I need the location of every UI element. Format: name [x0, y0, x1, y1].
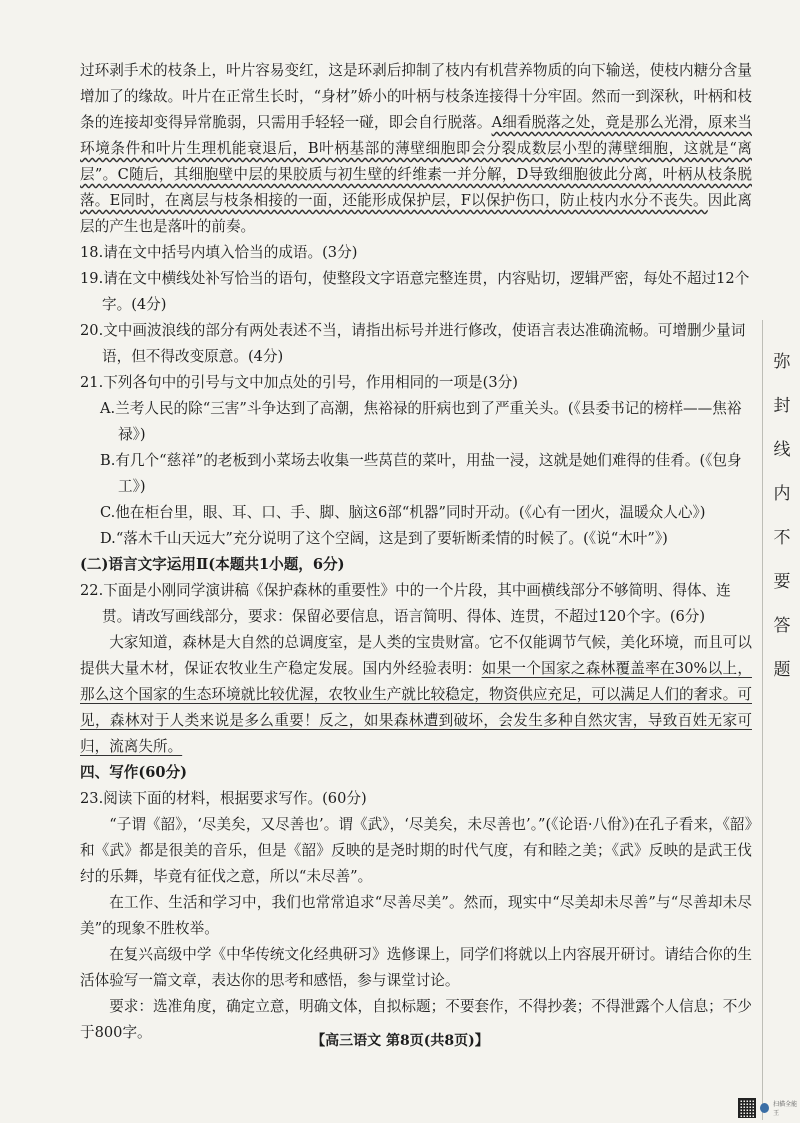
seal-char: 封 — [773, 396, 791, 416]
material-paragraph-1: “子谓《韶》，‘尽美矣，又尽善也’。谓《武》，‘尽美矣，未尽善也’。”(《论语·八佾》)在孔子看来，《韶》和《武》都是很美的音乐，但是《韶》反映的是尧时期的时代气度，有和睦之美；《武》反映的是武王伐纣的乐舞，毕竟有征伐之意，所以“未尽善”。 — [80, 816, 752, 885]
question-20: 20.文中画波浪线的部分有两处表述不当，请指出标号并进行修改，使语言表达准确流畅。可增删少量词语，但不得改变原意。(4分) — [80, 322, 746, 365]
exam-content — [80, 58, 752, 1046]
q22-passage-text: 大家知道，森林是大自然的总调度室，是人类的宝贵财富。它不仅能调节气候，美化环境，而且可以提供大量木材，保证农牧业生产稳定发展。国内外经验表明： — [80, 634, 752, 677]
binding-line — [762, 320, 763, 1120]
seal-char: 线 — [773, 440, 791, 460]
question-22: 22.下面是小刚同学演讲稿《保护森林的重要性》中的一个片段，其中画横线部分不够简明、得体、连贯。请改写画线部分，要求：保留必要信息，语言简明、得体、连贯，不超过120个字。(6分) — [80, 582, 731, 625]
page-footer: 【高三语文 第8页(共8页)】 — [311, 1033, 489, 1049]
question-19: 19.请在文中横线处补写恰当的语句，使整段文字语意完整连贯，内容贴切，逻辑严密，每处不超过12个字。(4分) — [80, 270, 750, 313]
material-paragraph-2: 在工作、生活和学习中，我们也常常追求“尽善尽美”。然而，现实中“尽美却未尽善”与“尽善却未尽美”的现象不胜枚举。 — [80, 894, 752, 937]
seal-char: 题 — [773, 660, 791, 680]
section-heading-2: (二)语言文字运用Ⅱ(本题共1小题，6分) — [80, 556, 345, 573]
seal-char: 弥 — [773, 352, 791, 372]
writing-requirements: 要求：选准角度，确定立意，明确文体，自拟标题；不要套作，不得抄袭；不得泄露个人信息；不少于800字。 — [80, 998, 752, 1041]
passage-line: 因此离层的产生也是落叶的前奏。 — [80, 192, 752, 235]
question-18: 18.请在文中括号内填入恰当的成语。(3分) — [80, 244, 358, 261]
seal-char: 答 — [773, 616, 791, 636]
seal-char: 要 — [773, 572, 791, 592]
seal-char: 不 — [773, 528, 791, 548]
q22-passage — [80, 630, 752, 760]
qr-code-icon — [738, 1098, 756, 1118]
section-heading-4: 四、写作(60分) — [80, 764, 188, 781]
scanner-watermark — [738, 1098, 800, 1118]
option-a: A.兰考人民的除“三害”斗争达到了高潮，焦裕禄的肝病也到了严重关头。(《县委书记的榜样——焦裕禄》) — [100, 400, 742, 443]
wavy-underlined-text: A细看脱落之处，竟是那么光滑，原来当环境条件和叶片生理机能衰退后，B叶柄基部的薄壁细胞即会分裂成数层小型的薄壁细胞，这就是“离层”。C随后，其细胞壁中层的果胶质与初生壁的纤维素一并分解，D导致细胞彼此分离，叶柄从枝条脱落。E同时，在离层与枝条相接的一面，还能形成保护层，F以保护伤口，防止枝内水分不丧失。 — [80, 114, 752, 209]
seal-line-label — [770, 340, 794, 692]
material-paragraph-3: 在复兴高级中学《中华传统文化经典研习》选修课上，同学们将就以上内容展开研讨。请结合你的生活体验写一篇文章，表达你的思考和感悟，参与课堂讨论。 — [80, 946, 752, 989]
passage-line: 过环剥手术的枝条上，叶片容易变红，这是环剥后抑制了枝内有机营养物质的向下输送，使枝内 — [80, 62, 694, 79]
scanner-logo-icon — [760, 1103, 769, 1113]
scanner-label: 扫描全能王 — [773, 1101, 798, 1117]
passage-paragraph — [80, 58, 752, 240]
option-b: B.有几个“慈祥”的老板到小菜场去收集一些莴苣的菜叶，用盐一浸，这就是她们难得的佳肴。(《包身工》) — [100, 452, 742, 495]
underlined-text: 如果一个国家之森林覆盖率在30%以上，那么这个国家的生态环境就比较优渥，农牧业生产就比较稳定，物资供应充足，可以满足人们的奢求。可见，森林对于人类来说是多么重要！反之，如果森林遭到破坏，会发生多种自然灾害，导致百姓无家可归，流离失所。 — [80, 660, 752, 755]
option-d: D.“落木千山天远大”充分说明了这个空阔，这是到了要斩断柔情的时候了。(《说“木叶”》) — [100, 530, 668, 547]
passage-line: 糖分含量增加了的缘故。叶片在正常生长时，“身材”娇小的叶柄与枝条连接得十分牢固。然而 — [80, 62, 752, 105]
seal-char: 内 — [773, 484, 791, 504]
question-23: 23.阅读下面的材料，根据要求写作。(60分) — [80, 790, 367, 807]
question-21: 21.下列各句中的引号与文中加点处的引号，作用相同的一项是(3分) — [80, 374, 518, 391]
passage-line: 一到深秋，叶柄和枝条的连接却变得异常脆弱，只需用手轻轻一碰，即会自行脱落。 — [80, 88, 752, 131]
option-c: C.他在柜台里，眼、耳、口、手、脚、脑这6部“机器”同时开动。(《心有一团火，温暖众人心》) — [100, 504, 706, 521]
